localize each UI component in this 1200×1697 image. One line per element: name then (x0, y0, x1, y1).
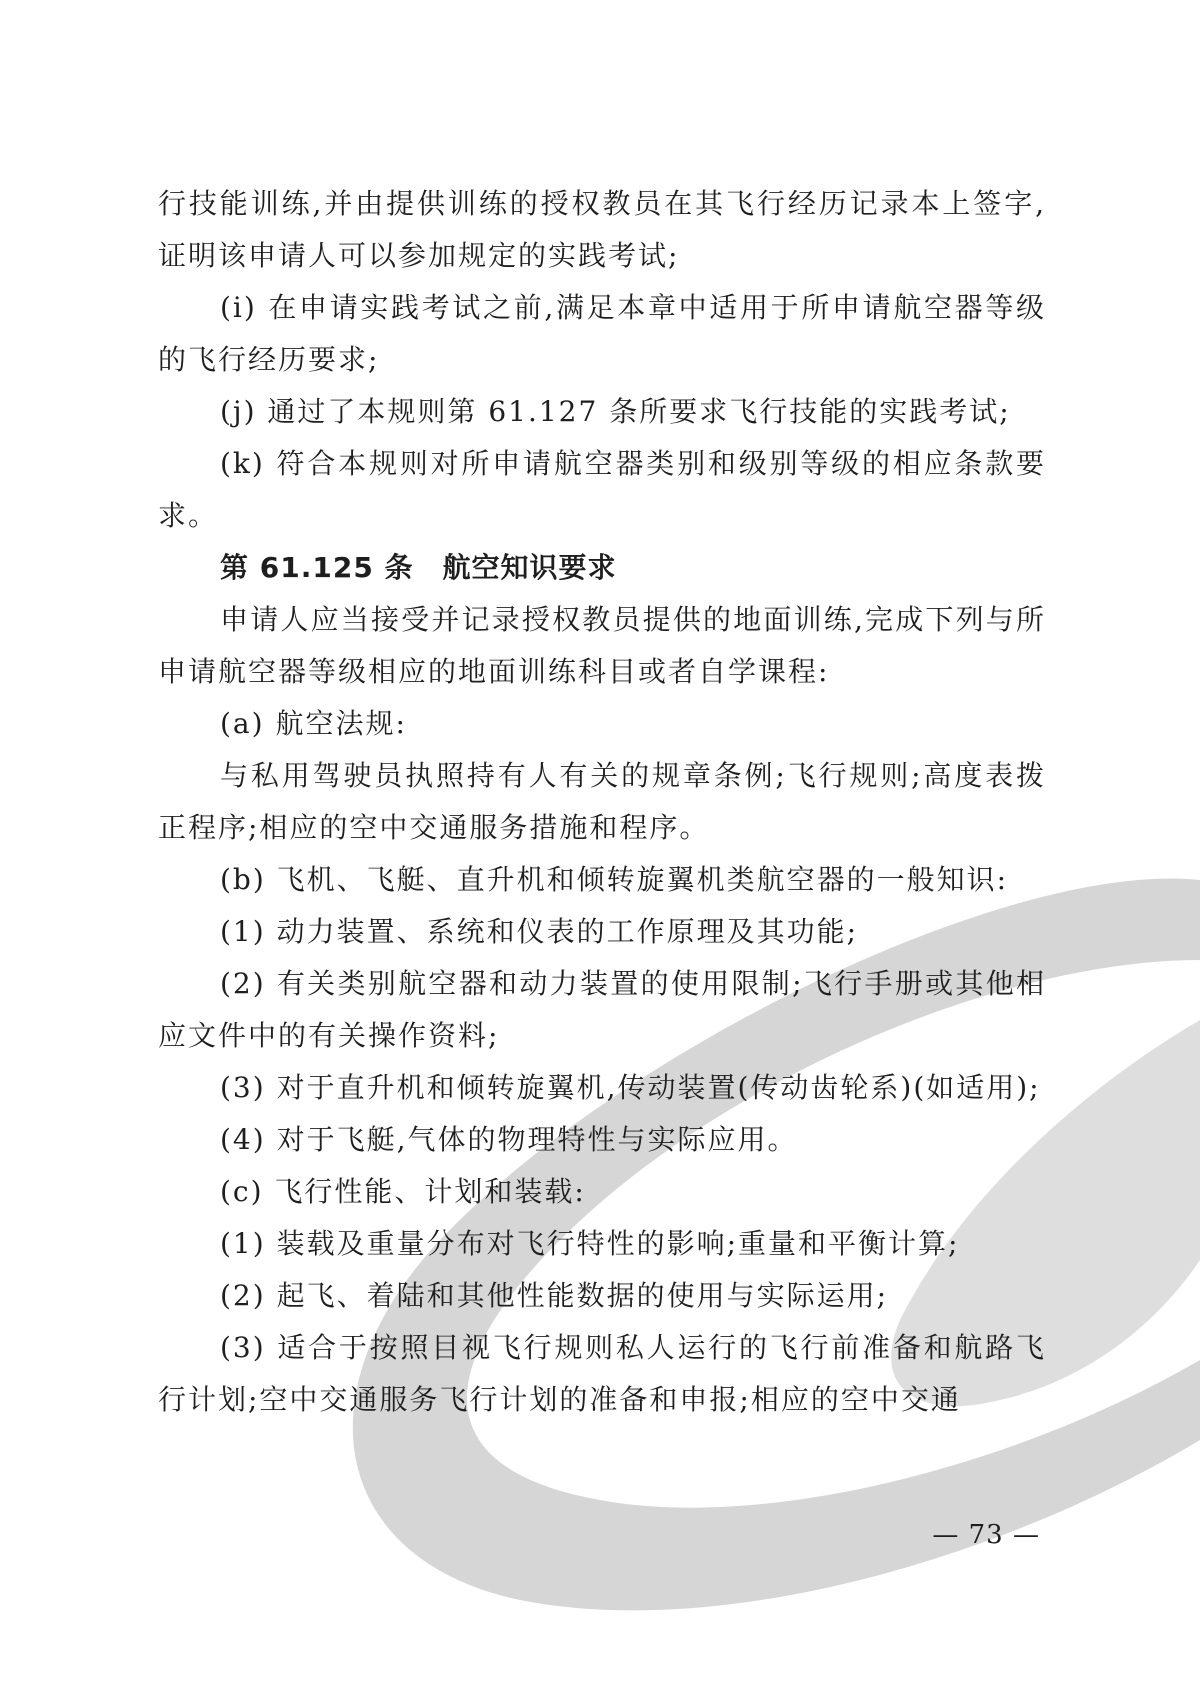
clause-b-1: (1) 动力装置、系统和仪表的工作原理及其功能; (220, 915, 858, 948)
intro-paragraph: 申请人应当接受并记录授权教员提供的地面训练,完成下列与所申请航空器等级相应的地面训练科目或者自学课程: (158, 603, 1046, 688)
clause-b-2: (2) 有关类别航空器和动力装置的使用限制;飞行手册或其他相应文件中的有关操作资料; (158, 967, 1046, 1052)
paragraph-continuation: 行技能训练,并由提供训练的授权教员在其飞行经历记录本上签字,证明该申请人可以参加规定的实践考试; (158, 187, 1046, 272)
clause-c: (c) 飞行性能、计划和装载: (220, 1175, 586, 1208)
clause-c-2: (2) 起飞、着陆和其他性能数据的使用与实际运用; (220, 1279, 888, 1312)
clause-i: (i) 在申请实践考试之前,满足本章中适用于所申请航空器等级的飞行经历要求; (158, 291, 1046, 376)
clause-k: (k) 符合本规则对所申请航空器类别和级别等级的相应条款要求。 (158, 447, 1046, 532)
clause-b-4: (4) 对于飞艇,气体的物理特性与实际应用。 (220, 1123, 798, 1156)
clause-a: (a) 航空法规: (220, 707, 407, 740)
section-heading: 第 61.125 条 航空知识要求 (220, 551, 617, 584)
clause-b: (b) 飞机、飞艇、直升机和倾转旋翼机类航空器的一般知识: (220, 863, 1009, 896)
clause-b-3: (3) 对于直升机和倾转旋翼机,传动装置(传动齿轮系)(如适用); (220, 1071, 1041, 1104)
clause-c-3: (3) 适合于按照目视飞行规则私人运行的飞行前准备和航路飞行计划;空中交通服务飞行计划的准备和申报;相应的空中交通 (158, 1331, 1046, 1416)
clause-j: (j) 通过了本规则第 61.127 条所要求飞行技能的实践考试; (220, 395, 1011, 428)
page-number: — 73 — (932, 1520, 1040, 1550)
clause-a-body: 与私用驾驶员执照持有人有关的规章条例;飞行规则;高度表拨正程序;相应的空中交通服务措施和程序。 (158, 759, 1046, 844)
clause-c-1: (1) 装载及重量分布对飞行特性的影响;重量和平衡计算; (220, 1227, 960, 1260)
document-body (158, 178, 1046, 1426)
